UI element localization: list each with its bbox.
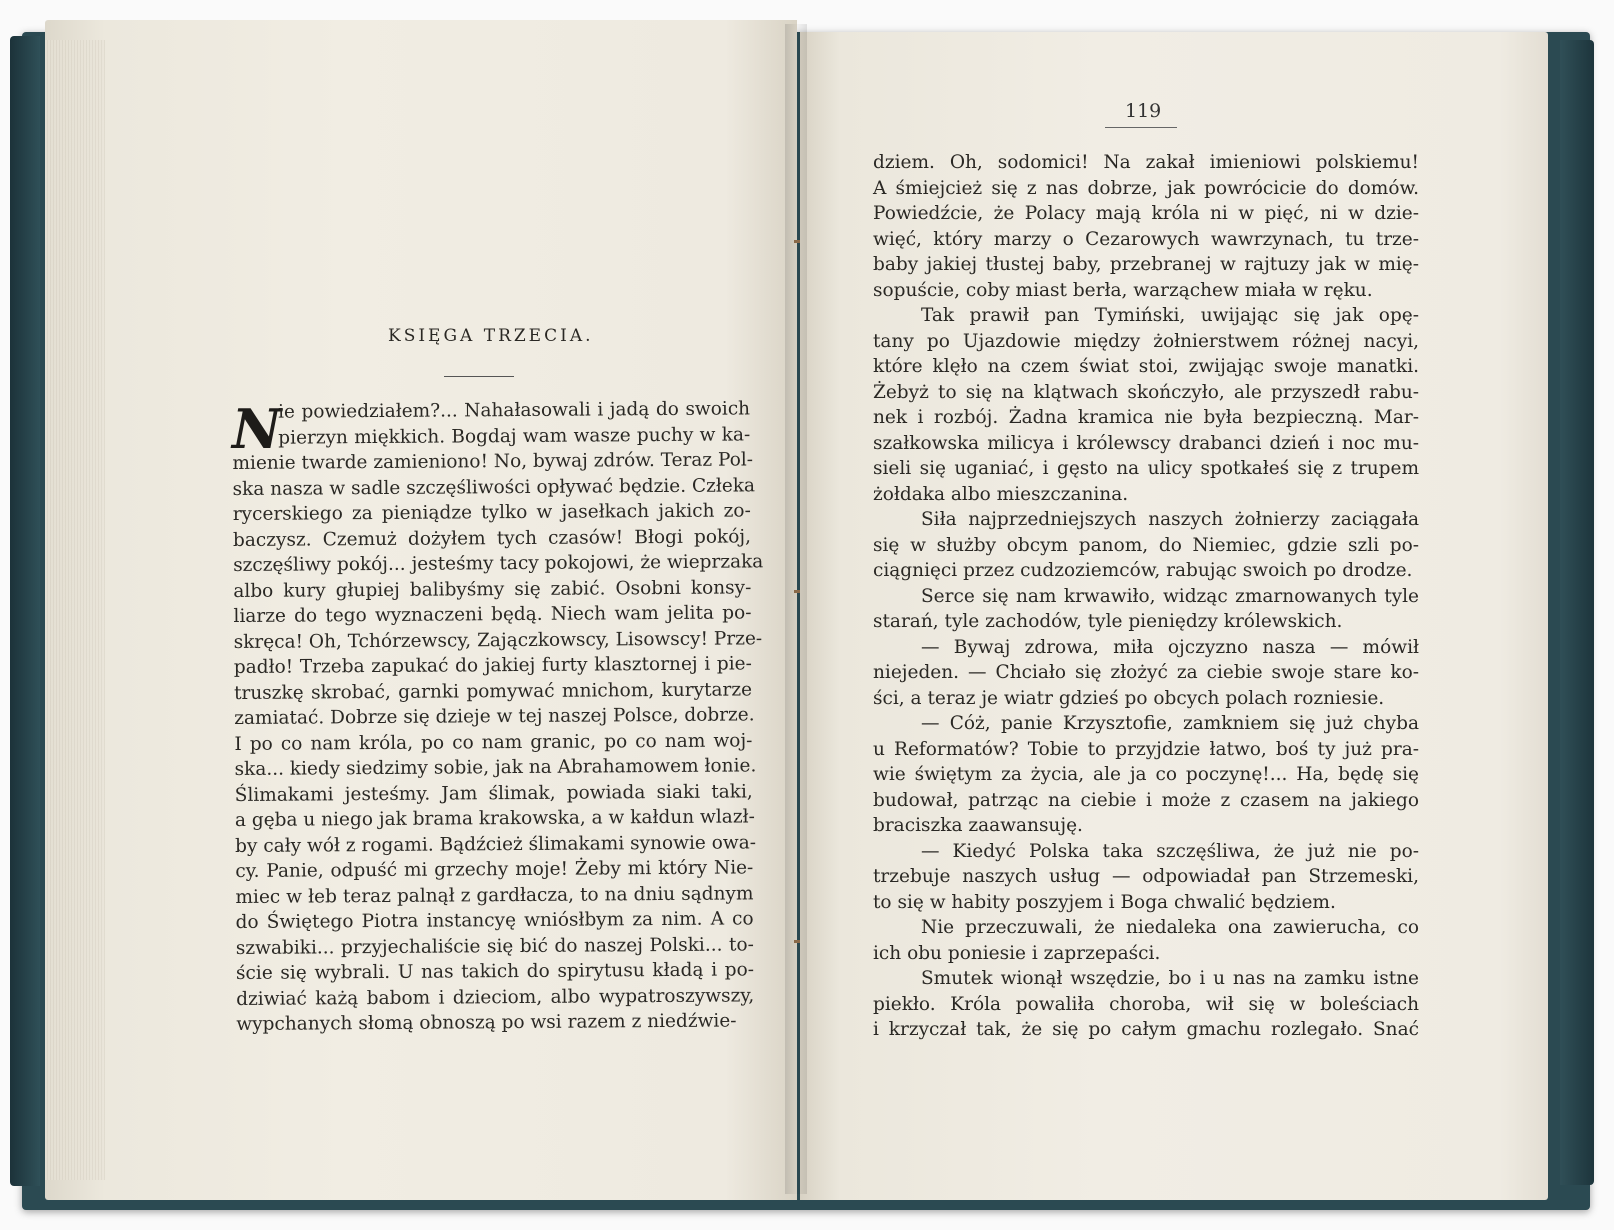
text-line: padło! Trzeba zapukać do jakiej furty klasztornej i pie- [233, 653, 752, 678]
text-line: piekło. Króla powaliła choroba, wił się w boleściach [873, 993, 1419, 1015]
text-line: Siła najprzedniejszych naszych żołnierzy zaciągała [921, 509, 1419, 530]
text-line: ści, a teraz je wiatr gdzieś po obcych polach rozniesie. [873, 687, 1385, 709]
text-line: miec w łeb teraz palnął z gardłacza, to na dniu sądnym [235, 882, 754, 908]
text-line: budował, patrząc na ciebie i może z czasem na jakiego [873, 789, 1419, 811]
text-line: rycerskiego za pieniądze tylko w jasełkach jakich zo- [232, 500, 751, 525]
drop-cap: N [232, 397, 282, 461]
text-line: — Kiedyć Polska taka szczęśliwa, że już nie po- [921, 840, 1419, 862]
text-line: które klęło na czem świat stoi, zwijając swoje manatki. [873, 356, 1419, 377]
right-page-text [873, 150, 1419, 1043]
left-page-edges [45, 40, 105, 1180]
text-line: baby jakiej tłustej baby, przebranej w rajtuzy jak w mię- [873, 254, 1419, 275]
text-line: sopuście, coby miast berła, warząchew miała w ręku. [873, 279, 1373, 301]
text-line: ska... kiedy siedzimy sobie, jak na Abrahamowem łonie. [234, 755, 757, 780]
text-line: trzebuje naszych usług — odpowiadał pan Strzemeski, [873, 866, 1419, 887]
text-line: skręca! Oh, Tchórzewscy, Zajączkowscy, Lisowscy! Prze- [233, 627, 763, 653]
text-line: liarze do tego wyznaczeni będą. Niech wam jelita po- [233, 602, 752, 627]
text-line: się w służby obcym panom, do Niemiec, gdzie szli po- [873, 534, 1419, 556]
text-line: dziwiać każą babom i dzieciom, albo wypatroszywszy, [236, 984, 755, 1010]
text-line: ich obu poniesie i zaprzepaści. [873, 942, 1161, 964]
text-line: a gęba u niego jak brama krakowska, a w kałdun wlazł- [234, 806, 755, 831]
text-line: I po co nam króla, po co nam granic, po co nam woj- [234, 729, 753, 755]
page-number: 119 [1125, 100, 1162, 122]
text-line: szwabiki... przyjechaliście się bić do naszej Polski... to- [235, 933, 754, 959]
text-line: albo kury głupiej balibyśmy się zabić. Osobni konsy- [233, 576, 752, 602]
book-cover-left-edge [10, 36, 40, 1186]
text-line: Powiedźcie, że Polacy mają króla ni w pięć, ni w dzie- [873, 203, 1419, 224]
text-line: mienie twarde zamieniono! No, bywaj zdrów. Teraz Pol- [232, 449, 754, 474]
text-line: ska nasza w sadle szczęśliwości opływać będzie. Człeka [232, 474, 756, 500]
heading-rule [444, 376, 514, 377]
text-line: ie powiedziałem?... Nahałasowali i jadą do swoich [278, 398, 751, 423]
text-line: — Bywaj zdrowa, miła ojczyzno nasza — mówił [921, 636, 1419, 658]
text-line: dziem. Oh, sodomici! Na zakał imieniowi polskiemu! [873, 152, 1419, 173]
text-line: Ślimakami jesteśmy. Jam ślimak, powiada siaki taki, [234, 780, 753, 806]
page-number-rule [1105, 127, 1177, 128]
text-line: zamiatać. Dobrze się dzieje w tej naszej Polsce, dobrze. [234, 704, 755, 729]
text-line: więć, który marzy o Cezarowych wawrzynach, tu trze- [873, 228, 1419, 250]
text-line: starań, tyle zachodów, tyle pieniędzy królewskich. [873, 611, 1343, 632]
text-line: braciszka zaawansuję. [873, 815, 1083, 836]
book-gutter [785, 24, 807, 1194]
text-line: Smutek wionął wszędzie, bo i u nas na zamku istne [921, 968, 1419, 989]
text-line: by cały wół z rogami. Bądźcież ślimakami synowie owa- [235, 831, 757, 857]
text-line: pierzyn miękkich. Bogdaj wam wasze puchy w ka- [278, 423, 751, 449]
text-line: — Cóż, panie Krzysztofie, zamkniem się już chyba [921, 713, 1419, 734]
text-line: Nie przeczuwali, że niedaleka ona zawierucha, co [921, 917, 1419, 938]
text-line: do Świętego Piotra instancyę wniósłbym za nim. A co [235, 908, 754, 933]
text-line: Serce się nam krwawiło, widząc zmarnowanych tyle [921, 585, 1419, 607]
text-line: tany po Ujazdowie między żołnierstwem różnej nacyi, [873, 330, 1419, 352]
text-line: i krzyczał tak, że się po całym gmachu rozlegało. Snać [873, 1019, 1419, 1040]
binding-thread-mark [794, 240, 800, 243]
binding-thread-mark [794, 940, 800, 943]
text-line: u Reformatów? Tobie to przyjdzie łatwo, boś ty już pra- [873, 738, 1419, 760]
book-cover-right-edge [1560, 40, 1594, 1185]
text-line: sieli się uganiać, i gęsto na ulicy spotkałeś się z trupem [873, 458, 1419, 479]
text-line: niejeden. — Chciało się złożyć za ciebie swoje stare ko- [873, 662, 1419, 683]
text-line: żołdaka albo mieszczanina. [873, 483, 1129, 505]
text-line: nek i rozbój. Żadna kramica nie była bezpieczną. Mar- [873, 407, 1419, 428]
text-line: to się w habity poszyjem i Boga chwalić będziem. [873, 891, 1336, 913]
text-line: wie świętym za życia, ale ja co poczynę!... Ha, będę się [873, 764, 1419, 785]
chapter-heading: KSIĘGA TRZECIA. [388, 326, 594, 346]
text-line: ciągnięci przez cudzoziemców, rabując swoich po drodze. [873, 560, 1413, 581]
text-line: szałkowska milicya i królewscy drabanci dzień i noc mu- [873, 432, 1419, 454]
text-line: A śmiejcież się z nas dobrze, jak powrócicie do domów. [873, 177, 1419, 199]
text-line: ście się wybrali. U nas takich do spirytusu kładą i po- [235, 959, 755, 984]
left-page-text [232, 396, 764, 1037]
binding-thread-mark [794, 590, 800, 593]
text-line: baczysz. Czemuż dożyłem tych czasów! Błogi pokój, [232, 525, 752, 551]
text-line: szczęśliwy pokój... jesteśmy tacy pokojowi, że wieprzaka [233, 551, 764, 576]
text-line: Żebyż to się na klątwach skończyło, ale przyszedł rabu- [873, 381, 1419, 403]
text-line: wypchanych słomą obnoszą po wsi razem z niedźwie- [236, 1010, 737, 1035]
text-line: truszkę skrobać, garnki pomywać mnichom, kurytarze [233, 678, 753, 704]
text-line: cy. Panie, odpuść mi grzechy moje! Żeby mi który Nie- [235, 857, 754, 882]
text-line: Tak prawił pan Tymiński, uwijając się jak opę- [921, 305, 1419, 326]
